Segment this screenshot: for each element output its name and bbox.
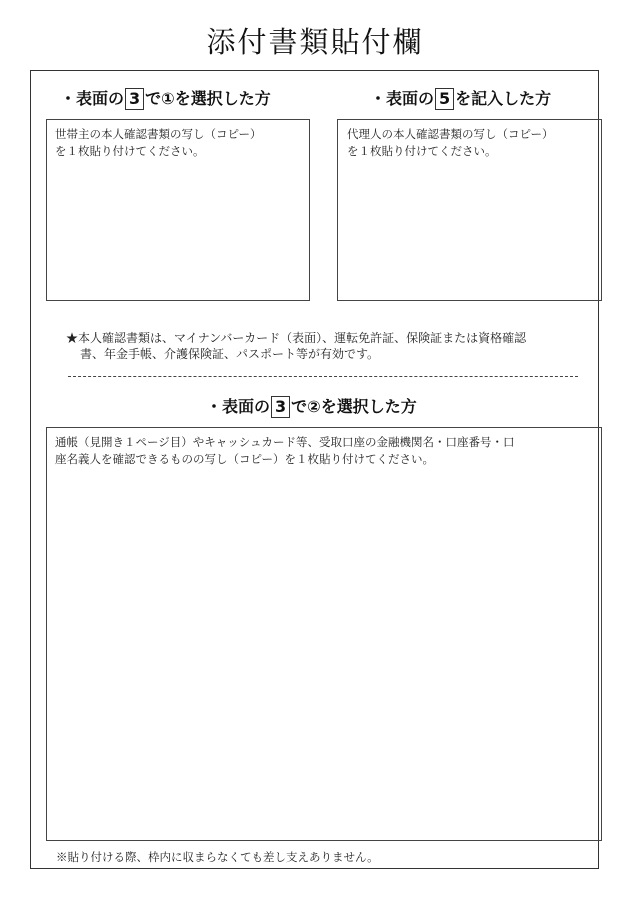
paste-box-bottom-text bbox=[55, 434, 515, 468]
paste-box-right-text bbox=[347, 126, 554, 160]
heading-suffix: を記入した方 bbox=[455, 89, 552, 108]
page-title: 添付書類貼付欄 bbox=[206, 25, 424, 59]
section-bottom-heading bbox=[206, 394, 417, 420]
paste-box-left-text bbox=[55, 126, 262, 160]
box-text-line: 代理人の本人確認書類の写し（コピー） bbox=[347, 127, 554, 141]
paste-box-bottom bbox=[46, 427, 602, 841]
box-text-line: 世帯主の本人確認書類の写し（コピー） bbox=[55, 127, 262, 141]
heading-prefix: ・表面の bbox=[60, 89, 125, 108]
box-text-line: 通帳（見開き１ページ目）やキャッシュカード等、受取口座の金融機関名・口座番号・口 bbox=[55, 435, 515, 449]
footer-note: ※貼り付ける際、枠内に収まらなくても差し支えありません。 bbox=[56, 850, 379, 864]
note-line: 書、年金手帳、介護保険証、パスポート等が有効です。 bbox=[80, 347, 380, 361]
heading-suffix: で①を選択した方 bbox=[145, 89, 271, 108]
id-documents-note bbox=[66, 330, 526, 362]
box-text-line: 座名義人を確認できるものの写し（コピー）を１枚貼り付けてください。 bbox=[55, 452, 435, 466]
heading-prefix: ・表面の bbox=[206, 397, 271, 416]
section-left-heading bbox=[60, 86, 271, 112]
heading-prefix: ・表面の bbox=[370, 89, 435, 108]
note-line: ★本人確認書類は、マイナンバーカード（表面）、運転免許証、保険証または資格確認 bbox=[66, 331, 527, 345]
heading-number-box: 5 bbox=[435, 88, 454, 110]
heading-number-box: 3 bbox=[125, 88, 144, 110]
box-text-line: を１枚貼り付けてください。 bbox=[55, 144, 205, 158]
heading-number-box: 3 bbox=[271, 396, 290, 418]
section-right-heading bbox=[370, 86, 551, 112]
box-text-line: を１枚貼り付けてください。 bbox=[347, 144, 497, 158]
heading-suffix: で②を選択した方 bbox=[291, 397, 417, 416]
dashed-divider bbox=[68, 376, 578, 377]
